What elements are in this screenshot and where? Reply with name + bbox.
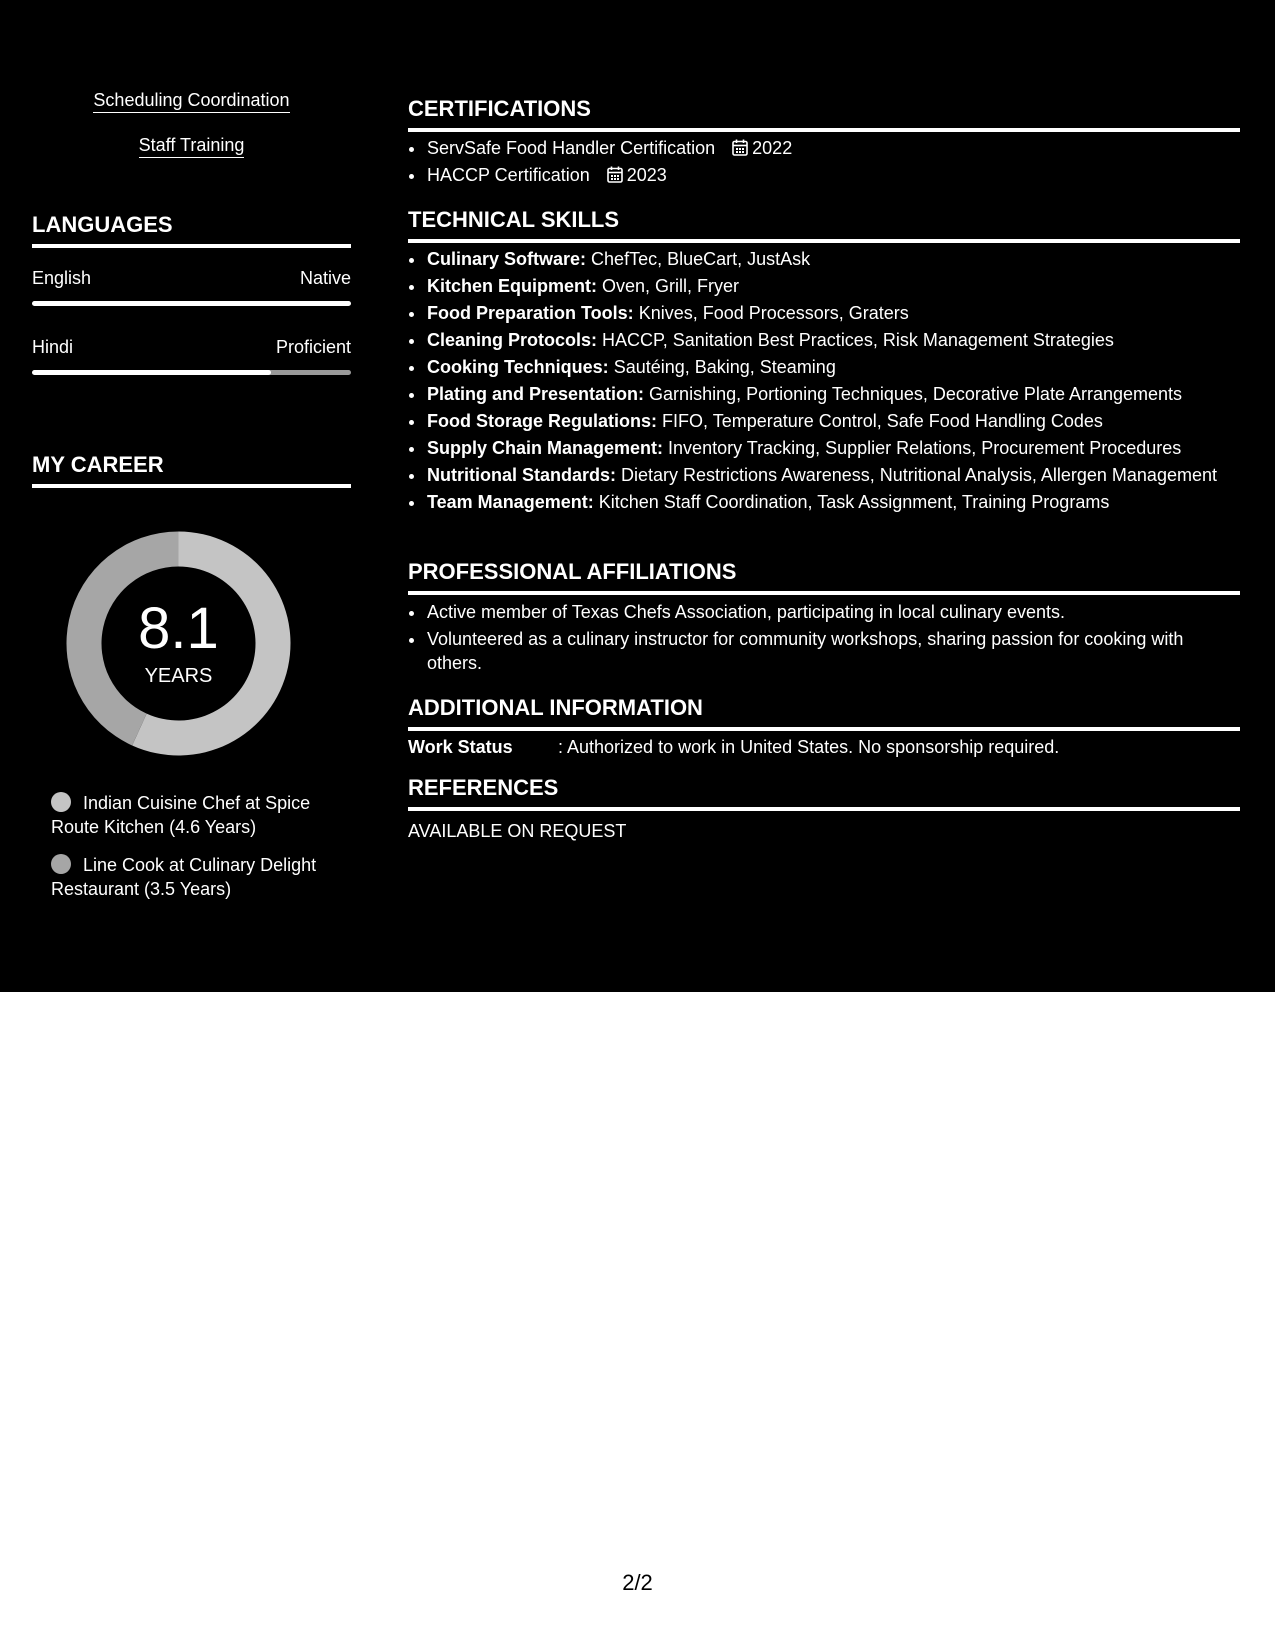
skill-category: Kitchen Equipment: — [427, 276, 597, 296]
language-name: Hindi — [32, 337, 74, 357]
technical-skill-item — [426, 301, 1240, 325]
technical-skill-item — [426, 436, 1240, 460]
calendar-icon — [732, 139, 748, 156]
skill-category: Culinary Software: — [427, 249, 587, 269]
certification-name: HACCP Certification — [427, 165, 590, 185]
skill-values: Oven, Grill, Fryer — [602, 276, 740, 296]
skill-values: Knives, Food Processors, Graters — [638, 303, 909, 323]
career-legend-item — [51, 853, 341, 901]
career-legend-item — [51, 791, 341, 839]
skill-category: Food Preparation Tools: — [427, 303, 634, 323]
affiliation-item: • Active member of Texas Chefs Association, participating in local culinary events. — [426, 600, 1240, 624]
career-years-unit: YEARS — [144, 665, 213, 687]
work-status-label: Work Status — [408, 737, 513, 757]
skill-item — [32, 89, 351, 111]
additional-info-heading: ADDITIONAL INFORMATION — [408, 695, 1240, 731]
skill-values: ChefTec, BlueCart, JustAsk — [591, 249, 811, 269]
skill-values: Inventory Tracking, Supplier Relations, Procurement Procedures — [668, 438, 1182, 458]
language-level: Native — [299, 268, 351, 288]
skill-category: Plating and Presentation: — [427, 384, 645, 404]
certification-year: 2023 — [626, 165, 667, 185]
skill-category: Team Management: — [427, 492, 594, 512]
language-proficiency-bar — [32, 301, 351, 306]
languages-heading: LANGUAGES — [32, 212, 351, 248]
certification-item — [426, 163, 1240, 187]
technical-skills-list — [408, 247, 1240, 517]
technical-skill-item — [426, 274, 1240, 298]
affiliations-heading: PROFESSIONAL AFFILIATIONS — [408, 559, 1240, 595]
skill-category: Cooking Techniques: — [427, 357, 609, 377]
language-proficiency-fill — [32, 370, 271, 375]
skill-values: FIFO, Temperature Control, Safe Food Handling Codes — [662, 411, 1103, 431]
affiliations-list — [408, 600, 1240, 678]
certification-name: ServSafe Food Handler Certification — [427, 138, 716, 158]
technical-skill-item — [426, 463, 1240, 487]
references-heading: REFERENCES — [408, 775, 1240, 811]
page-number: 2/2 — [622, 1570, 653, 1595]
career-role: Indian Cuisine Chef at Spice Route Kitchen (4.6 Years) — [51, 793, 311, 837]
language-name: English — [32, 268, 92, 288]
calendar-icon — [607, 166, 623, 183]
career-years-value: 8.1 — [138, 596, 219, 661]
skill-item — [32, 134, 351, 156]
career-heading: MY CAREER — [32, 452, 351, 488]
legend-dot — [51, 854, 71, 874]
technical-skill-item — [426, 409, 1240, 433]
certifications-list — [408, 136, 1240, 190]
skill-values: Sautéing, Baking, Steaming — [613, 357, 836, 377]
skill-category: Cleaning Protocols: — [427, 330, 598, 350]
affiliation-item: • Volunteered as a culinary instructor for community workshops, sharing passion for cooking with others. — [426, 627, 1240, 675]
technical-skill-item — [426, 382, 1240, 406]
work-status-row — [408, 735, 1240, 759]
skill-category: Food Storage Regulations: — [427, 411, 658, 431]
certification-year: 2022 — [752, 138, 793, 158]
career-role: Line Cook at Culinary Delight Restaurant (3.5 Years) — [51, 855, 317, 899]
skill-values: Garnishing, Portioning Techniques, Decorative Plate Arrangements — [649, 384, 1183, 404]
skill-label: Scheduling Coordination — [93, 90, 289, 113]
certification-item — [426, 136, 1240, 160]
work-status-value: : Authorized to work in United States. No sponsorship required. — [558, 737, 1060, 757]
skill-values: Dietary Restrictions Awareness, Nutritional Analysis, Allergen Management — [621, 465, 1217, 485]
technical-skill-item — [426, 328, 1240, 352]
technical-skill-item — [426, 355, 1240, 379]
technical-skills-heading: TECHNICAL SKILLS — [408, 207, 1240, 243]
skill-values: Kitchen Staff Coordination, Task Assignment, Training Programs — [598, 492, 1110, 512]
skill-values: HACCP, Sanitation Best Practices, Risk Management Strategies — [602, 330, 1114, 350]
language-level: Proficient — [275, 337, 351, 357]
technical-skill-item — [426, 490, 1240, 514]
technical-skill-item — [426, 247, 1240, 271]
language-proficiency-fill — [32, 301, 351, 306]
skill-category: Nutritional Standards: — [427, 465, 617, 485]
legend-dot — [51, 792, 71, 812]
skill-label: Staff Training — [139, 135, 245, 158]
language-proficiency-bar — [32, 370, 351, 375]
skill-category: Supply Chain Management: — [427, 438, 664, 458]
certifications-heading: CERTIFICATIONS — [408, 96, 1240, 132]
references-text: AVAILABLE ON REQUEST — [408, 821, 627, 841]
